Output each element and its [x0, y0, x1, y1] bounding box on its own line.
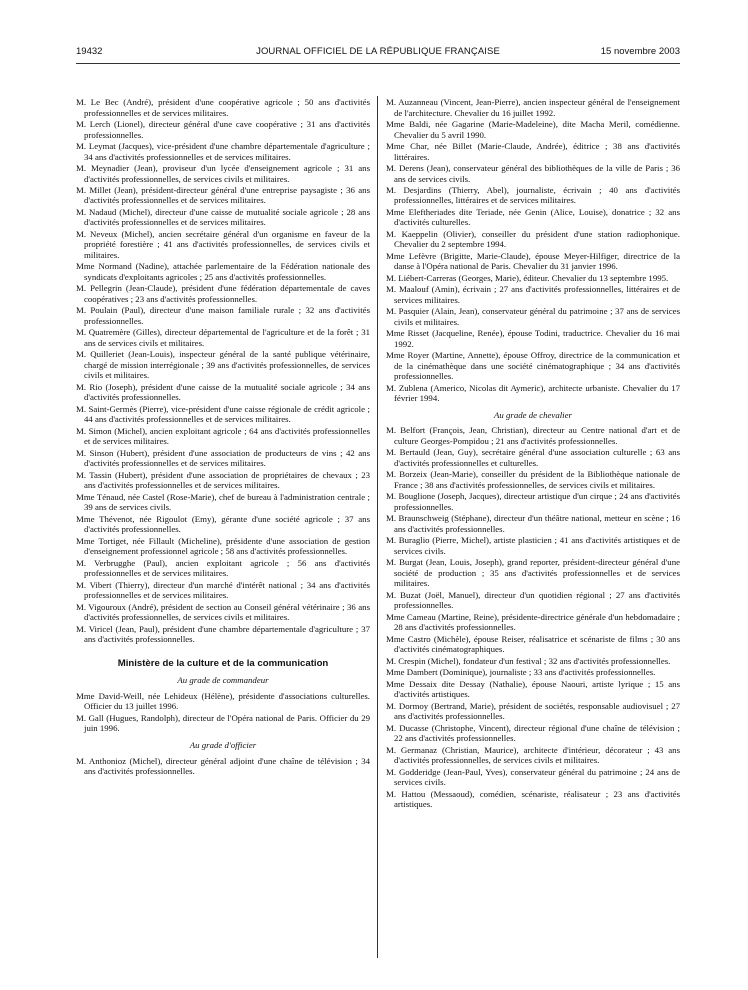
list-item: M. Buraglio (Pierre, Michel), artiste plasticien ; 41 ans d'activités artistiques et de services civils.: [386, 535, 680, 556]
list-item: M. Dormoy (Bertrand, Marie), président de sociétés, responsable audiovisuel ; 27 ans d'activités professionnelles.: [386, 700, 680, 722]
list-item: Mme Ténaud, née Castel (Rose-Marie), chef de bureau à l'administration centrale ; 39 ans de services civils.: [76, 491, 370, 513]
list-item: M. Bouglione (Joseph, Jacques), directeur artistique d'un cirque ; 24 ans d'activités professionnelles.: [386, 491, 680, 512]
list-item: Mme Thévenot, née Rigoulot (Emy), gérante d'une société agricole ; 37 ans d'activités professionnelles.: [76, 513, 370, 535]
list-item: M. Sinson (Hubert), président d'une association de producteurs de vins ; 42 ans d'activités professionnelles et de services militaires.: [76, 447, 370, 469]
journal-title: JOURNAL OFFICIEL DE LA RÉPUBLIQUE FRANÇAISE: [256, 46, 500, 57]
list-item: M. Quilleriet (Jean-Louis), inspecteur général de la santé publique vétérinaire, chargé de mission interrégionale ; 39 ans d'activités professionnelles, de services civils et militaires.: [76, 349, 370, 381]
list-item: M. Hattou (Messaoud), comédien, scénariste, réalisateur ; 23 ans d'activités artistiques.: [386, 788, 680, 810]
list-item: M. Vibert (Thierry), directeur d'un marché d'intérêt national ; 34 ans d'activités professionnelles et de services militaires.: [76, 579, 370, 601]
grade-heading-officier: Au grade d'officier: [189, 740, 257, 750]
list-item: M. Saint-Germès (Pierre), vice-président d'une caisse régionale de crédit agricole ; 44 ans d'activités professionnelles et de services militaires.: [76, 403, 370, 425]
list-item: Mme Castro (Michèle), épouse Reiser, réalisatrice et scénariste de films ; 30 ans d'activités cinématographiques.: [386, 633, 680, 655]
column-divider: [377, 96, 378, 958]
list-item: Mme Dessaix dite Dessay (Nathalie), épouse Naouri, artiste lyrique ; 15 ans d'activités artistiques.: [386, 678, 680, 700]
right-column: [386, 97, 680, 810]
list-item: M. Pasquier (Alain, Jean), conservateur général du patrimoine ; 37 ans de services civils et militaires.: [386, 306, 680, 327]
list-item: M. Bertauld (Jean, Guy), secrétaire général d'une association culturelle ; 63 ans d'activités professionnelles et culturelles.: [386, 447, 680, 468]
list-item: M. Kaeppelin (Olivier), conseiller du président d'une station radiophonique. Chevalier du 2 septembre 1994.: [386, 228, 680, 250]
list-item: Mme Normand (Nadine), attachée parlementaire de la Fédération nationale des syndicats d'exploitants agricoles ; 25 ans d'activités professionnelles.: [76, 261, 370, 282]
list-item: M. Nadaud (Michel), directeur d'une caisse de mutualité sociale agricole ; 28 ans d'activités professionnelles et de services militaires.: [76, 206, 370, 228]
list-item: Mme Tortiget, née Fillault (Micheline), présidente d'une association de gestion d'enseignement professionnel agricole ; 58 ans d'activités professionnelles.: [76, 535, 370, 557]
list-item: M. Belfort (François, Jean, Christian), directeur au Centre national d'art et de culture Georges-Pompidou ; 21 ans d'activités professionnelles.: [386, 425, 680, 446]
list-item: Mme David-Weill, née Lehideux (Hélène), présidente d'associations culturelles. Officier du 13 juillet 1996.: [76, 690, 370, 712]
list-item: M. Godderidge (Jean-Paul, Yves), conservateur général du patrimoine ; 24 ans de services civils.: [386, 766, 680, 788]
list-item: M. Lerch (Lionel), directeur général d'une cave coopérative ; 31 ans d'activités professionnelles.: [76, 118, 370, 140]
grade-heading-chevalier: Au grade de chevalier: [494, 409, 572, 420]
list-item: M. Neveux (Michel), ancien secrétaire général d'un organisme en faveur de la propriété forestière ; 41 ans d'activités professionnelles, de services civils et militaires.: [76, 228, 370, 260]
publication-date: 15 novembre 2003: [600, 46, 680, 57]
list-item: M. Desjardins (Thierry, Abel), journaliste, écrivain ; 40 ans d'activités professionnelles, littéraires et de services militaires.: [386, 184, 680, 206]
section-title: Ministère de la culture et de la communication: [117, 657, 329, 669]
list-item: M. Germanaz (Christian, Maurice), architecte d'intérieur, décorateur ; 43 ans d'activités professionnelles, de services civils et militaires.: [386, 744, 680, 766]
list-item: M. Viricel (Jean, Paul), président d'une chambre départementale d'agriculture ; 37 ans d'activités professionnelles.: [76, 623, 370, 645]
list-item: M. Zublena (Americo, Nicolas dit Aymeric), architecte urbaniste. Chevalier du 17 février 1994.: [386, 382, 680, 404]
list-item: Mme Baldi, née Gagarine (Marie-Madeleine), dite Macha Meril, comédienne. Chevalier du 5 avril 1990.: [386, 118, 680, 140]
list-item: Mme Eleftheriades dite Teriade, née Genin (Alice, Louise), donatrice ; 32 ans d'activités culturelles.: [386, 206, 680, 228]
list-item: M. Buzat (Joël, Manuel), directeur d'un quotidien régional ; 27 ans d'activités professionnelles.: [386, 589, 680, 611]
list-item: M. Pellegrin (Jean-Claude), président d'une fédération départementale de caves coopératives ; 23 ans d'activités professionnelles.: [76, 283, 370, 304]
list-item: M. Burgat (Jean, Louis, Joseph), grand reporter, président-directeur général d'une société de production ; 35 ans d'activités professionnelles et de services militaires.: [386, 557, 680, 589]
officier-entry-list: [76, 756, 370, 777]
list-item: M. Poulain (Paul), directeur d'une maison familiale rurale ; 32 ans d'activités professionnelles.: [76, 305, 370, 326]
list-item: M. Meynadier (Jean), proviseur d'un lycée d'enseignement agricole ; 31 ans d'activités professionnelles, de services civils et militaires.: [76, 162, 370, 184]
list-item: M. Borzeix (Jean-Marie), conseiller du président de la Bibliothèque nationale de France ; 38 ans d'activités professionnelles, de services civils et militaires.: [386, 469, 680, 490]
commandeur-entry-list: [76, 691, 370, 734]
list-item: M. Liébert-Carreras (Georges, Marie), éditeur. Chevalier du 13 septembre 1995.: [386, 272, 669, 283]
list-item: Mme Lefèvre (Brigitte, Marie-Claude), épouse Meyer-Hilfiger, directrice de la danse à l'Opéra national de Paris. Chevalier du 31 janvier 1996.: [386, 250, 680, 272]
list-item: Mme Char, née Billet (Marie-Claude, Andrée), éditrice ; 38 ans d'activités littéraires.: [386, 140, 680, 162]
list-item: M. Millet (Jean), président-directeur général d'une entreprise paysagiste ; 36 ans d'activités professionnelles et de services militaires.: [76, 184, 370, 206]
list-item: M. Leymat (Jacques), vice-président d'une chambre départementale d'agriculture ; 34 ans d'activités professionnelles et de services militaires.: [76, 140, 370, 162]
list-item: M. Auzanneau (Vincent, Jean-Pierre), ancien inspecteur général de l'enseignement de l'architecture. Chevalier du 16 juillet 1992.: [386, 97, 680, 118]
grade-heading-commandeur: Au grade de commandeur: [177, 675, 269, 686]
list-item: M. Le Bec (André), président d'une coopérative agricole ; 50 ans d'activités professionnelles et de services militaires.: [76, 97, 370, 118]
list-item: M. Verbrugghe (Paul), ancien exploitant agricole ; 56 ans d'activités professionnelles et de services militaires.: [76, 557, 370, 579]
list-item: M. Crespin (Michel), fondateur d'un festival ; 32 ans d'activités professionnelles.: [386, 655, 671, 666]
list-item: Mme Risset (Jacqueline, Renée), épouse Todini, traductrice. Chevalier du 16 mai 1992.: [386, 328, 680, 349]
list-item: M. Rio (Joseph), président d'une caisse de la mutualité sociale agricole ; 34 ans d'activités professionnelles.: [76, 381, 370, 403]
list-item: Mme Dambert (Dominique), journaliste ; 33 ans d'activités professionnelles.: [386, 667, 656, 678]
left-column: [76, 97, 370, 777]
list-item: M. Anthonioz (Michel), directeur général adjoint d'une chaîne de télévision ; 34 ans d'activités professionnelles.: [76, 755, 370, 777]
list-item: M. Vigouroux (André), président de section au Conseil général vétérinaire ; 36 ans d'activités professionnelles, de services civils et militaires.: [76, 601, 370, 623]
list-item: Mme Cameau (Martine, Reine), présidente-directrice générale d'un hebdomadaire ; 28 ans d'activités professionnelles.: [386, 611, 680, 633]
list-item: M. Gall (Hugues, Randolph), directeur de l'Opéra national de Paris. Officier du 29 juin 1996.: [76, 712, 370, 734]
list-item: M. Braunschweig (Stéphane), directeur d'un théâtre national, metteur en scène ; 16 ans d'activités professionnelles.: [386, 513, 680, 534]
list-item: M. Simon (Michel), ancien exploitant agricole ; 64 ans d'activités professionnelles et de services militaires.: [76, 425, 370, 447]
list-item: M. Derens (Jean), conservateur général des bibliothèques de la ville de Paris ; 36 ans de services civils.: [386, 162, 680, 184]
header-rule: [76, 63, 680, 64]
officier-entry-list-continued: [386, 97, 680, 404]
page-number: 19432: [76, 46, 103, 57]
list-item: M. Maalouf (Amin), écrivain ; 27 ans d'activités professionnelles, littéraires et de services militaires.: [386, 284, 680, 305]
chevalier-entry-list: [386, 425, 680, 809]
left-entry-list: [76, 97, 370, 645]
list-item: M. Ducasse (Christophe, Vincent), directeur régional d'une chaîne de télévision ; 22 ans d'activités professionnelles.: [386, 722, 680, 744]
list-item: M. Quatremère (Gilles), directeur départemental de l'agriculture et de la forêt ; 31 ans de services civils et militaires.: [76, 327, 370, 348]
page-header: [76, 46, 680, 60]
list-item: M. Tassin (Hubert), président d'une association de propriétaires de chevaux ; 23 ans d'activités professionnelles et de services militaires.: [76, 469, 370, 491]
list-item: Mme Royer (Martine, Annette), épouse Offroy, directrice de la communication et de la cinémathèque dans une société cinématographique ; 34 ans d'activités professionnelles.: [386, 350, 680, 382]
